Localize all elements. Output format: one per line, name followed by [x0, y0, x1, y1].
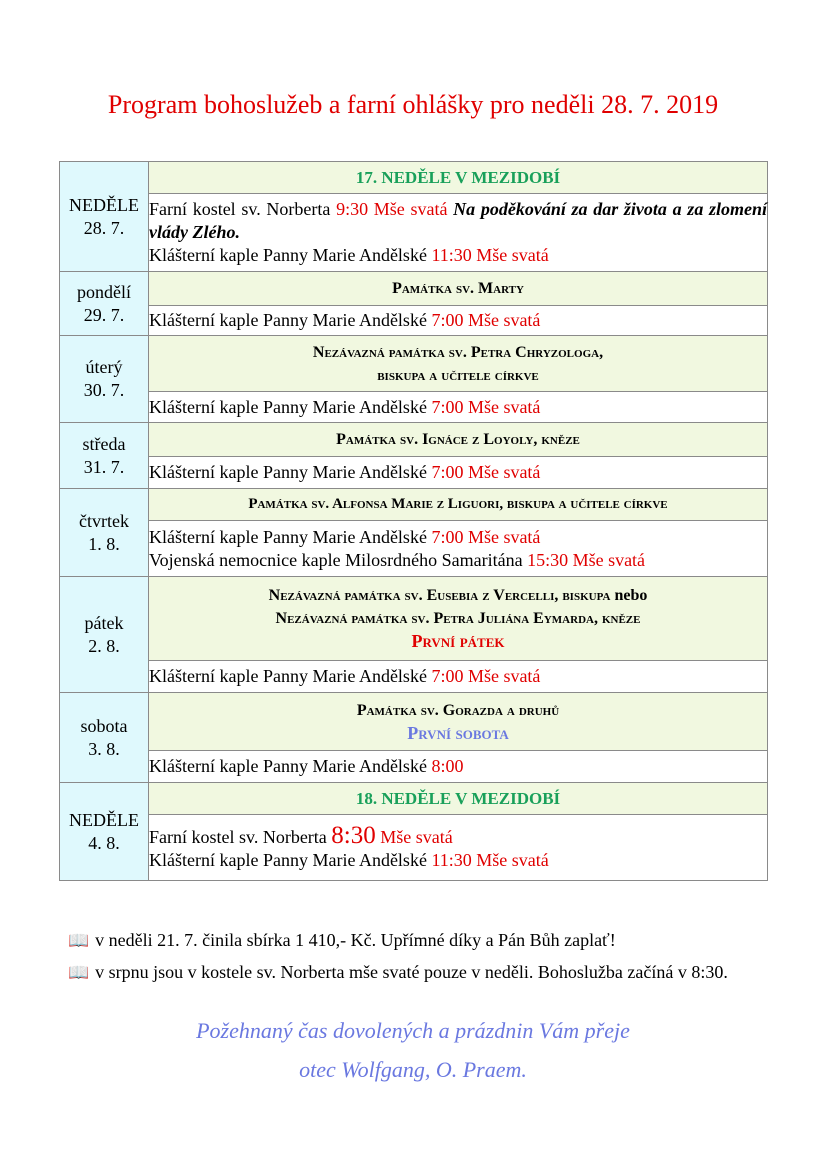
feast-line: Památka sv. Gorazda a druhů	[356, 701, 560, 719]
service-place: Klášterní kaple Panny Marie Andělské	[149, 310, 427, 330]
day-name: pondělí	[77, 281, 131, 302]
day-date: 4. 8.	[88, 832, 120, 853]
service-place: Farní kostel sv. Norberta	[149, 199, 331, 219]
service-time: 8:00	[431, 756, 464, 776]
service-place: Klášterní kaple Panny Marie Andělské	[149, 462, 427, 482]
day-name: NEDĚLE	[69, 809, 139, 830]
service-time: 11:30 Mše svatá	[431, 245, 549, 265]
service-time: 7:00 Mše svatá	[431, 666, 541, 686]
announcement	[68, 960, 760, 985]
day-cell	[60, 423, 149, 489]
service-place: Klášterní kaple Panny Marie Andělské	[149, 396, 427, 417]
service-cell	[149, 521, 768, 577]
first-friday-label: První pátek	[411, 631, 505, 651]
signature-line: otec Wolfgang, O. Praem.	[299, 1057, 527, 1082]
feast-title: Památka sv. Marty	[149, 272, 768, 306]
feast-title: 17. NEDĚLE V MEZIDOBÍ	[149, 162, 768, 194]
service-cell	[149, 815, 768, 881]
announcement-text: v srpnu jsou v kostele sv. Norberta mše svaté pouze v neděli. Bohoslužba začíná v 8:30.	[95, 962, 728, 982]
service-place: Klášterní kaple Panny Marie Andělské	[149, 526, 427, 547]
book-icon: 📖	[68, 963, 90, 982]
day-date: 30. 7.	[83, 380, 125, 400]
service-time: 7:00 Mše svatá	[431, 462, 541, 482]
announcement	[68, 928, 760, 953]
service-time: 15:30 Mše svatá	[527, 549, 646, 570]
feast-line: biskupa a učitele církve	[377, 366, 539, 384]
feast-join: nebo	[614, 587, 648, 604]
day-cell	[60, 162, 149, 272]
day-cell	[60, 272, 149, 336]
feast-line: Nezávazná památka sv. Eusebia z Vercelli, biskupa	[268, 587, 611, 604]
mass-intention: Na poděkování za dar života a za zlomení vlády Zlého.	[149, 199, 768, 242]
service-place: Klášterní kaple Panny Marie Andělské	[149, 756, 427, 776]
service-time: 11:30 Mše svatá	[431, 849, 549, 870]
day-name: sobota	[80, 715, 128, 736]
feast-title	[149, 577, 768, 661]
service-place: Klášterní kaple Panny Marie Andělské	[149, 666, 427, 686]
service-time: 9:30 Mše svatá	[336, 199, 448, 219]
service-place: Vojenská nemocnice kaple Milosrdného Samaritána	[149, 549, 523, 570]
service-time: 8:30	[331, 821, 376, 849]
day-cell	[60, 693, 149, 783]
feast-title	[149, 693, 768, 751]
day-name: NEDĚLE	[69, 194, 139, 215]
day-date: 2. 8.	[88, 635, 120, 656]
service-cell	[149, 392, 768, 423]
day-name: pátek	[84, 612, 124, 633]
service-mass: Mše svatá	[380, 826, 453, 847]
day-cell	[60, 489, 149, 577]
book-icon: 📖	[68, 931, 90, 950]
day-date: 1. 8.	[88, 533, 120, 554]
service-time: 7:00 Mše svatá	[431, 310, 541, 330]
service-time: 7:00 Mše svatá	[431, 396, 541, 417]
service-place: Klášterní kaple Panny Marie Andělské	[149, 245, 427, 265]
announcement-text: v neděli 21. 7. činila sbírka 1 410,- Kč. Upřímné díky a Pán Bůh zaplať!	[95, 930, 616, 950]
service-cell	[149, 306, 768, 336]
feast-line: Nezávazná památka sv. Petra Juliána Eymarda, kněze	[275, 610, 641, 627]
day-cell	[60, 577, 149, 693]
day-name: čtvrtek	[79, 510, 129, 531]
service-place: Farní kostel sv. Norberta	[149, 826, 327, 847]
day-cell	[60, 783, 149, 881]
service-cell	[149, 751, 768, 783]
day-name: úterý	[85, 357, 123, 377]
first-saturday-label: První sobota	[407, 722, 509, 743]
day-date: 31. 7.	[83, 456, 125, 477]
service-time: 7:00 Mše svatá	[431, 526, 541, 547]
service-cell	[149, 194, 768, 272]
day-name: středa	[82, 433, 126, 454]
page-title: Program bohoslužeb a farní ohlášky pro neděli 28. 7. 2019	[107, 90, 719, 119]
day-date: 3. 8.	[88, 738, 120, 759]
blessing-line: Požehnaný čas dovolených a prázdnin Vám přeje	[196, 1018, 630, 1043]
feast-title: Památka sv. Ignáce z Loyoly, kněze	[149, 423, 768, 457]
schedule-table	[59, 161, 768, 881]
service-place: Klášterní kaple Panny Marie Andělské	[149, 849, 427, 870]
service-cell	[149, 457, 768, 489]
service-cell	[149, 661, 768, 693]
feast-title	[149, 336, 768, 392]
feast-title: 18. NEDĚLE V MEZIDOBÍ	[149, 783, 768, 815]
day-date: 29. 7.	[83, 304, 125, 325]
day-cell	[60, 336, 149, 423]
feast-title: Památka sv. Alfonsa Marie z Liguori, biskupa a učitele církve	[149, 489, 768, 521]
day-date: 28. 7.	[83, 217, 125, 238]
feast-line: Nezávazná památka sv. Petra Chryzologa,	[312, 343, 604, 361]
